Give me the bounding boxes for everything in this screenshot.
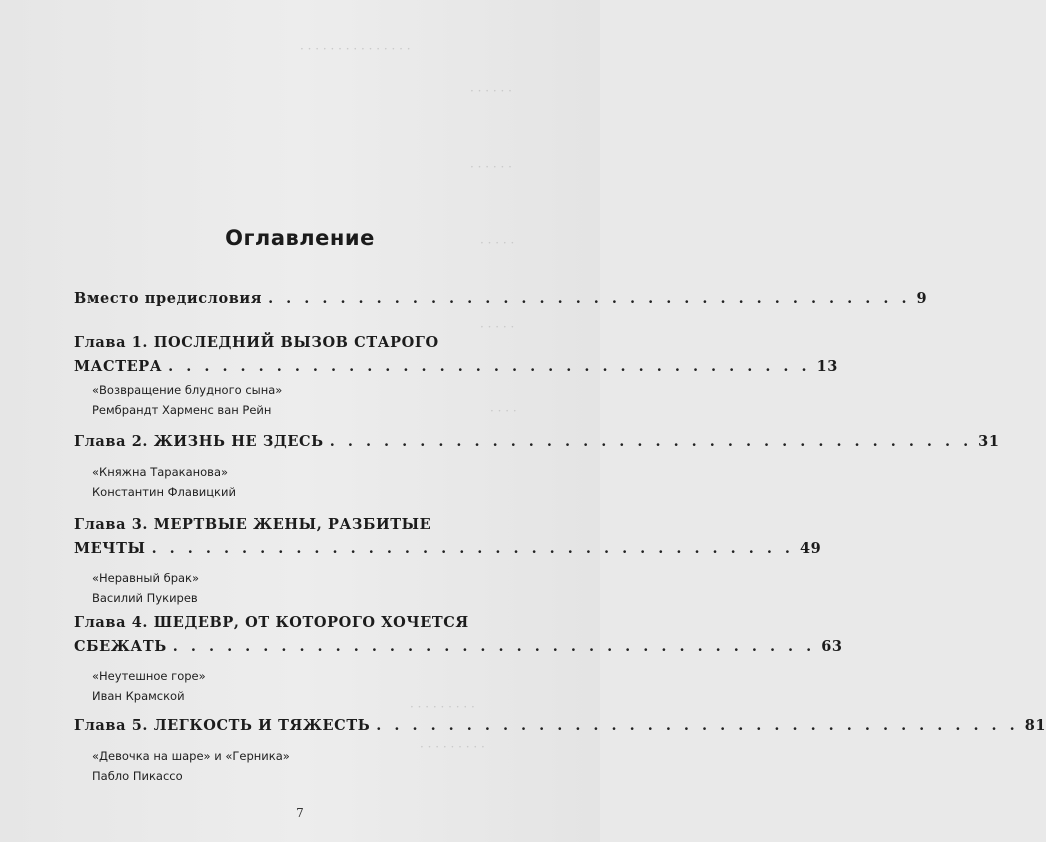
leader-dots: . . . . . . . . . . . . . . . . . . . . . . . . . . . . . . . . . . . . [376,717,1019,734]
artist-name: Иван Крамской [92,689,185,703]
chapter-title-line1: Глава 4. ШЕДЕВР, ОТ КОТОРОГО ХОЧЕТСЯ [74,614,469,631]
toc-entry-chapter-1[interactable] [74,331,838,379]
page-title: Оглавление [225,226,375,250]
page-ref: 13 [816,358,838,375]
artist-name: Пабло Пикассо [92,769,183,783]
page-number: 7 [296,806,304,820]
leader-dots: . . . . . . . . . . . . . . . . . . . . . . . . . . . . . . . . . . . . [168,358,811,375]
leader-dots: . . . . . . . . . . . . . . . . . . . . . . . . . . . . . . . . . . . . [329,433,973,450]
page-ref: 49 [799,540,822,557]
page-ref: 81 [1024,717,1046,734]
toc-entry-chapter-5[interactable] [74,714,1046,738]
artist-name: Василий Пукирев [92,591,198,605]
chapter-title-line2: МАСТЕРА [74,358,163,375]
artwork-title: «Девочка на шаре» и «Герника» [92,749,290,763]
page-ref: 31 [978,433,1000,450]
show-through-text: · · · · · · [470,84,512,98]
show-through-text: · · · · · · [470,160,512,174]
toc-entry-chapter-4[interactable] [74,611,843,659]
page-ref: 63 [821,638,843,655]
toc-entry-preface[interactable] [74,287,928,311]
toc-artwork-4 [92,666,532,706]
toc-artwork-5 [92,746,532,786]
toc-entry-chapter-2[interactable] [74,430,1000,454]
artwork-title: «Неравный брак» [92,571,200,585]
page-ref: 9 [916,290,928,307]
artist-name: Константин Флавицкий [92,485,236,499]
artwork-title: «Неутешное горе» [92,669,206,683]
toc-artwork-3 [92,568,532,608]
artwork-title: «Княжна Тараканова» [92,465,229,479]
toc-artwork-2 [92,462,532,502]
leader-dots: . . . . . . . . . . . . . . . . . . . . . . . . . . . . . . . . . . . . [151,540,794,557]
chapter-title: Глава 5. ЛЕГКОСТЬ И ТЯЖЕСТЬ [74,717,371,734]
toc-entry-chapter-3[interactable] [74,513,822,561]
show-through-text: · · · · · [480,320,515,334]
chapter-title-line1: Глава 3. МЕРТВЫЕ ЖЕНЫ, РАЗБИТЫЕ [74,516,432,533]
leader-dots: . . . . . . . . . . . . . . . . . . . . . . . . . . . . . . . . . . . . [268,290,911,307]
chapter-title-line2: МЕЧТЫ [74,540,146,557]
leader-dots: . . . . . . . . . . . . . . . . . . . . . . . . . . . . . . . . . . . . [172,638,816,655]
toc-artwork-1 [92,380,532,420]
show-through-text: · · · · [490,404,517,418]
show-through-text: · · · · · [480,236,515,250]
table-of-contents [74,0,1046,842]
show-through-text: · · · · · · · · · · · · · · · [300,42,411,56]
artist-name: Рембрандт Харменс ван Рейн [92,403,272,417]
chapter-title-line2: СБЕЖАТЬ [74,638,167,655]
chapter-title-line1: Глава 1. ПОСЛЕДНИЙ ВЫЗОВ СТАРОГО [74,334,439,351]
chapter-title: Глава 2. ЖИЗНЬ НЕ ЗДЕСЬ [74,433,324,450]
show-through-text: · · · · · · · · · [410,700,475,714]
artwork-title: «Возвращение блудного сына» [92,383,283,397]
chapter-title: Вместо предисловия [74,290,263,307]
show-through-text: · · · · · · · · · [420,740,485,754]
